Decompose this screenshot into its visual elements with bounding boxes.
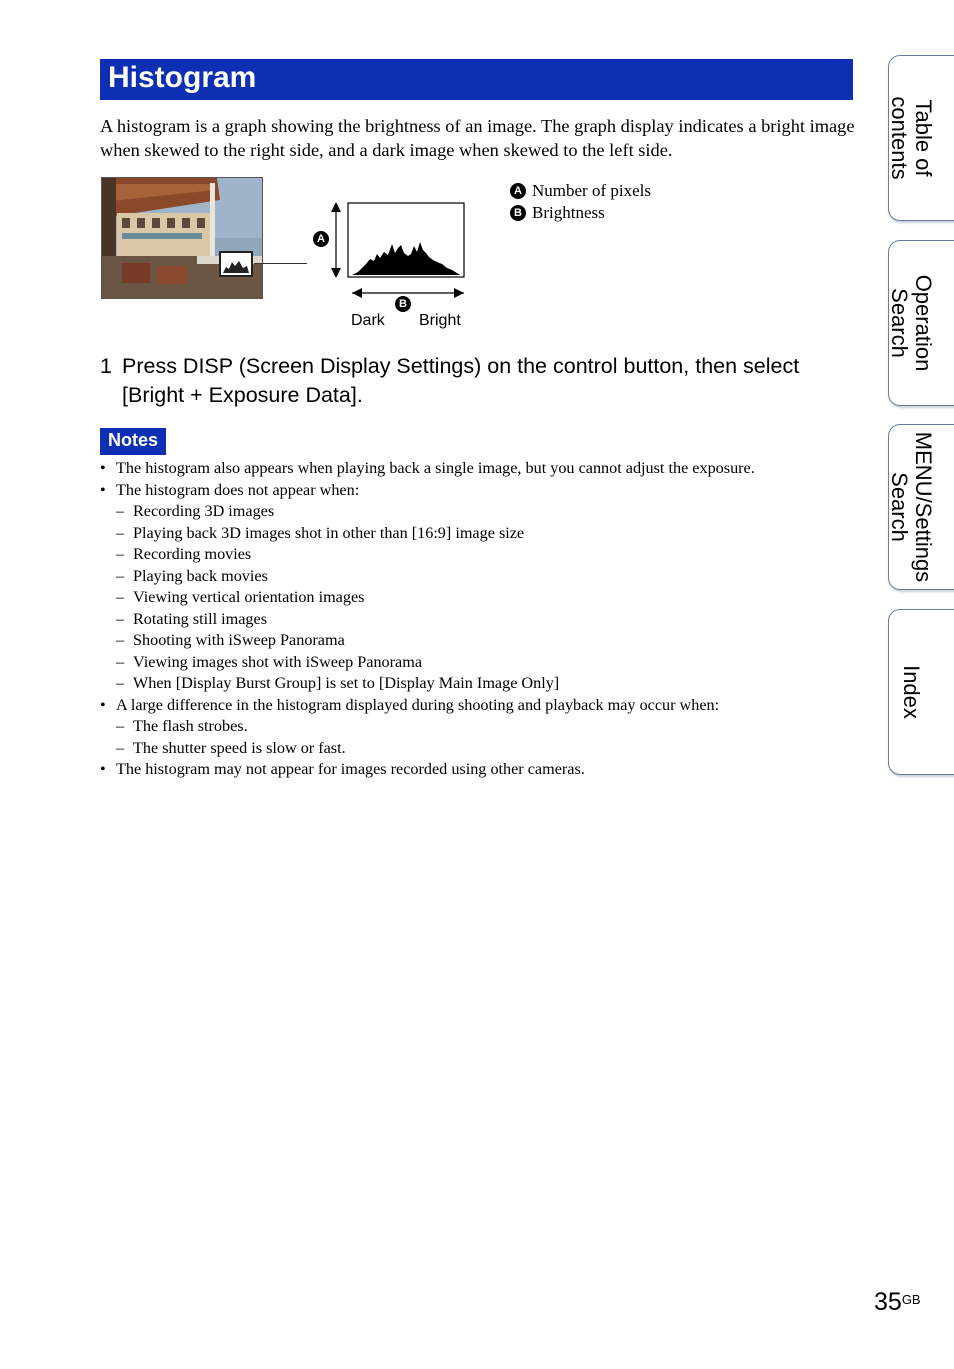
notes-list — [100, 458, 860, 781]
note-subitem: – Shooting with iSweep Panorama — [100, 630, 860, 652]
intro-paragraph: A histogram is a graph showing the brightness of an image. The graph display indicates a bright image when skewed to the right side, and a dark image when skewed to the left side. — [100, 116, 855, 160]
note-item: • The histogram may not appear for images recorded using other cameras. — [100, 759, 860, 781]
marker-a-icon: A — [510, 183, 526, 199]
step-number: 1 — [100, 354, 112, 378]
histogram-diagram — [300, 190, 470, 310]
note-subitem: – Playing back movies — [100, 566, 860, 588]
marker-b-icon: B — [510, 205, 526, 221]
note-item: • The histogram does not appear when: — [100, 480, 860, 502]
tab-operation-search[interactable] — [888, 240, 954, 406]
legend-item — [510, 180, 651, 202]
legend-item — [510, 202, 651, 224]
marker-b-icon: B — [395, 296, 411, 312]
page-number-suffix: GB — [901, 1292, 921, 1307]
step-1 — [100, 352, 860, 410]
note-subitem: – The flash strobes. — [100, 716, 860, 738]
legend-text: Brightness — [532, 203, 605, 222]
notes-badge: Notes — [100, 428, 166, 455]
tab-index[interactable] — [888, 609, 954, 775]
figure-legend — [510, 180, 651, 224]
tab-menu-settings-search[interactable] — [888, 424, 954, 590]
marker-a-icon: A — [313, 231, 329, 247]
tab-label: contents — [887, 96, 912, 180]
tab-label: Operation — [911, 274, 936, 372]
note-subitem: – Viewing vertical orientation images — [100, 587, 860, 609]
note-subitem: – Rotating still images — [100, 609, 860, 631]
page-number — [874, 1288, 921, 1317]
note-subitem: – Playing back 3D images shot in other than [16:9] image size — [100, 523, 860, 545]
tab-table-of-contents[interactable] — [888, 55, 954, 221]
note-item: • The histogram also appears when playing back a single image, but you cannot adjust the exposure. — [100, 458, 860, 480]
page-title: Histogram — [108, 61, 257, 94]
note-subitem: – Recording 3D images — [100, 501, 860, 523]
tab-label: Table of — [911, 99, 936, 177]
note-subitem: – Recording movies — [100, 544, 860, 566]
sample-photo — [101, 177, 263, 299]
tab-label: Index — [899, 665, 924, 719]
page-number-value: 35 — [874, 1288, 902, 1316]
tab-label: MENU/Settings — [911, 431, 936, 583]
note-subitem: – When [Display Burst Group] is set to [Display Main Image Only] — [100, 673, 860, 695]
tab-label: Search — [887, 472, 912, 542]
note-item: • A large difference in the histogram displayed during shooting and playback may occur when: — [100, 695, 860, 717]
section-title-bar — [100, 59, 853, 100]
note-subitem: – Viewing images shot with iSweep Panorama — [100, 652, 860, 674]
tab-label: Search — [887, 288, 912, 358]
dark-label: Dark — [351, 312, 385, 329]
legend-text: Number of pixels — [532, 181, 651, 200]
note-subitem: – The shutter speed is slow or fast. — [100, 738, 860, 760]
bright-label: Bright — [419, 312, 461, 329]
step-text: Press DISP (Screen Display Settings) on the control button, then select [Bright + Exposure Data]. — [122, 354, 800, 407]
